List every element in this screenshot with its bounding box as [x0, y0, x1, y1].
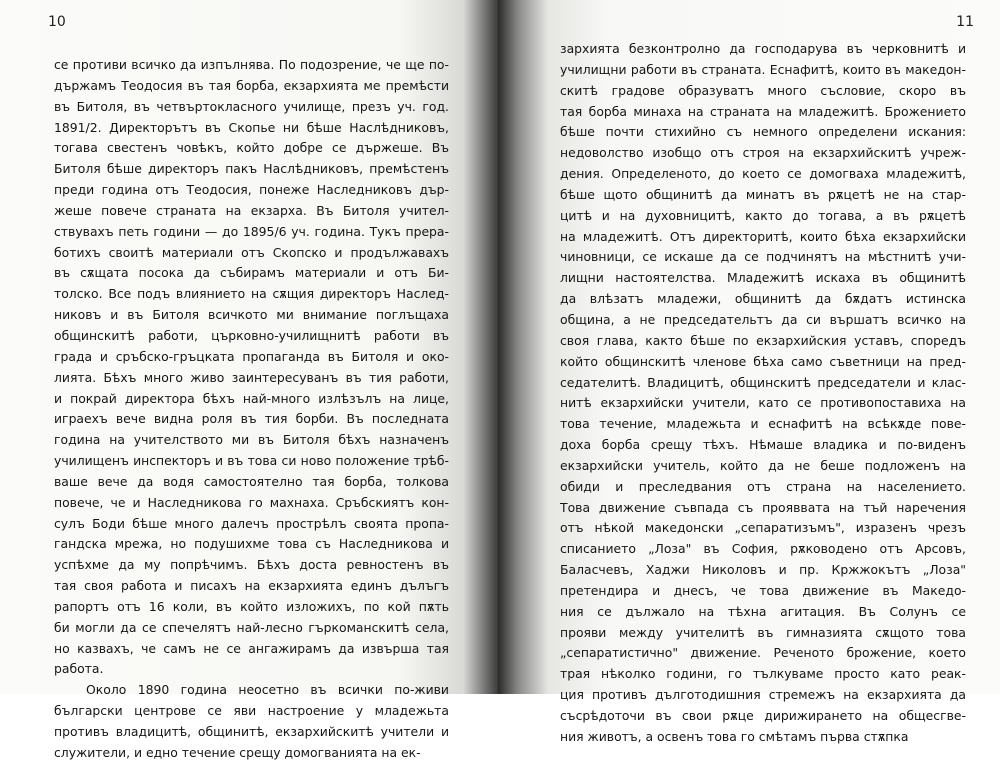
text-line: цитѣ и на духовницитѣ, както до тогава, а въ рѫцетѣ: [560, 207, 966, 223]
text-line: преди година отъ Теодосия, понеже Наследниковъ дър-: [54, 182, 449, 198]
text-line: сулъ Боди бѣше много далечъ прострѣлъ своята пропа-: [54, 515, 449, 531]
text-line: прояви между учителитѣ въ гимназията сѫщото това: [560, 624, 966, 640]
right-page: [498, 0, 1000, 744]
text-line: ствувахъ петь години — до 1895/6 уч. година. Тукъ прера-: [54, 223, 449, 239]
text-line: Битоля бѣше директоръ пакъ Наслѣдниковъ, премѣстенъ: [54, 161, 449, 177]
text-line: жеше повече страната на екзарха. Въ Битоля учител-: [54, 202, 449, 218]
text-line: Баласчевъ, Хаджи Николовъ и пр. Кржжокътъ „Лоза": [560, 562, 966, 578]
text-line: седателитѣ. Владицитѣ, общинскитѣ председатели и клас-: [560, 374, 966, 390]
text-line: играехъ вече видна роля въ тия борби. Въ последната: [54, 411, 449, 427]
text-line: лията. Бѣхъ много живо заинтересуванъ въ тия работи,: [54, 369, 449, 385]
text-line: обиди и преследвания отъ страна на населението.: [560, 478, 966, 494]
text-line: скитѣ градове образуватъ много съсловие, скоро въ: [560, 82, 966, 98]
text-line: въ сѫщата посока да събирамъ материали и отъ Би-: [54, 265, 449, 281]
right-page-text: [560, 39, 966, 748]
text-line: недоволство изобщо отъ строя на екзархийскитѣ учреж-: [560, 145, 966, 161]
text-line: ботихъ своитѣ материали отъ Скопско и продължавахъ: [54, 244, 449, 260]
text-line: нитѣ екзархийски учители, като се противопоставиха на: [560, 395, 966, 411]
text-line: противъ владицитѣ, общинитѣ, екзархийскитѣ учители и: [54, 724, 449, 739]
text-line: ния животъ, а освенъ това го смѣтамъ първа стѫпка: [560, 728, 909, 744]
text-line: на младежитѣ. Отъ директоритѣ, които бѣха екзархийски: [560, 228, 966, 244]
text-line: „сепаратистично" движение. Реченото брожение, което: [560, 645, 966, 661]
text-line: да влѣзатъ младежи, общинитѣ да бѫдатъ истинска: [560, 291, 966, 307]
text-line: трая нѣколко години, го тълкуваме просто като реак-: [560, 666, 966, 682]
text-line: и покрай директора бѣхъ най-много излѣзълъ на лице,: [54, 390, 449, 406]
text-line: доха борба срещу тѣхъ. Нѣмаше владика и по-виденъ: [560, 437, 966, 453]
text-line: толско. Все подъ влиянието на сѫщия директоръ Наслед-: [54, 286, 449, 302]
text-line: общинскитѣ работи, църковно-училищнитѣ работи въ: [54, 327, 449, 343]
text-line: бѣше щото общинитѣ да минатъ въ рѫцетѣ не на стар-: [560, 186, 966, 202]
text-line: гандска мрежа, но подушихме това съ Наследникова и: [54, 536, 449, 552]
text-line: който общинскитѣ членове бѣха само съветници на пред-: [560, 353, 966, 369]
text-line: Това движение съвпада съ прояввата на тъй наречения: [560, 499, 966, 515]
text-line: рапортъ отъ 16 коли, въ който изложихъ, по кой пѫть: [54, 598, 449, 614]
text-line: екзархийски учитель, който да не беше подложенъ на: [560, 457, 966, 473]
text-line: 1891/2. Директорътъ въ Скопье ни бѣше Наслѣдниковъ,: [54, 119, 449, 135]
text-line: училищни работи въ страната. Еснафитѣ, които въ македон-: [560, 61, 966, 77]
text-line: тая борба минаха на страната на младежитѣ. Брожението: [560, 103, 966, 119]
text-line: чиновници, се искаше да се подчинятъ на мѣстнитѣ учи-: [560, 249, 966, 265]
text-line: своя глава, както бѣше по екзархийския уставъ, споредъ: [560, 332, 966, 348]
text-line: ния се дължало на тѣхна агитация. Въ Солунъ се: [560, 603, 966, 619]
text-line: служители, и едно течение срещу домогванията на ек-: [54, 744, 421, 760]
page-number-left: 10: [48, 14, 66, 30]
text-line: дения. Определеното, до което се домогваха младежитѣ,: [560, 166, 966, 182]
left-page-text: [54, 55, 449, 764]
text-line: Около 1890 година неосетно въ всички по-живи: [86, 682, 449, 698]
text-line: тая своя работа и писахъ на екзархията единъ дълъгъ: [54, 578, 449, 594]
text-line: съсрѣдоточи въ свои рѫце дирижирането на общесгве-: [560, 708, 966, 723]
text-line: никовъ и въ Битоля всичкото ми внимание поглъщаха: [54, 307, 449, 323]
text-line: града и сръбско-гръцката пропаганда въ Битоля и око-: [54, 348, 449, 364]
text-line: година на учителството ми въ Битоля бѣхъ назначенъ: [54, 432, 449, 448]
text-line: но казвахъ, че самъ не се ангажирамъ да извърша тая: [54, 640, 449, 656]
page-number-right: 11: [956, 14, 974, 30]
text-line: претендира и днесъ, че това движение въ Македо-: [560, 582, 966, 598]
text-line: списанието „Лоза" въ София, рѫководено отъ Арсовъ,: [560, 541, 966, 557]
text-line: се противи всичко да изпълнява. По подозрение, че ще по-: [54, 57, 449, 72]
text-line: училищенъ инспекторъ и въ това си ново положение трѣб-: [54, 453, 449, 469]
text-line: би могли да се спечелятъ най-лесно гъркоманскитѣ села,: [54, 619, 449, 635]
text-line: отъ нѣкой македонски „сепаратизъмъ", изразенъ чрезъ: [560, 520, 966, 536]
text-line: лищни настоятелства. Младежитѣ искаха въ общинитѣ: [560, 270, 966, 286]
text-line: ваше вече да водя самостоятелно тая борба, толкова: [54, 473, 449, 489]
text-line: работа.: [54, 661, 104, 677]
text-line: тогава свестенъ човѣкъ, който добре се държеше. Въ: [54, 140, 449, 156]
left-page: [0, 0, 498, 760]
text-line: това течение, младежьта и еснафитѣ на всѣкѫде пове-: [560, 416, 966, 432]
text-line: български центрове се яви настроение у младежьта: [54, 703, 449, 719]
text-line: община, а не председательтъ да си вършатъ всичко на: [560, 311, 966, 327]
text-line: държамъ Теодосия въ тая борба, екзархията ме премѣсти: [54, 77, 449, 93]
text-line: въ Битоля, въ четвъртокласного училище, презъ уч. год.: [54, 98, 449, 114]
text-line: бѣше почти стихийно съ немного определени искания:: [560, 124, 966, 140]
text-line: зархията безконтролно да господарува въ черковнитѣ и: [560, 41, 966, 56]
text-line: повече, че и Наследникова го махнаха. Сръбскиятъ кон-: [54, 494, 449, 510]
text-line: успѣхме да му попрѣчимъ. Бѣхъ доста ревностенъ въ: [54, 557, 449, 573]
text-line: ция противъ дълготодишния стремежъ на екзархията да: [560, 687, 966, 703]
